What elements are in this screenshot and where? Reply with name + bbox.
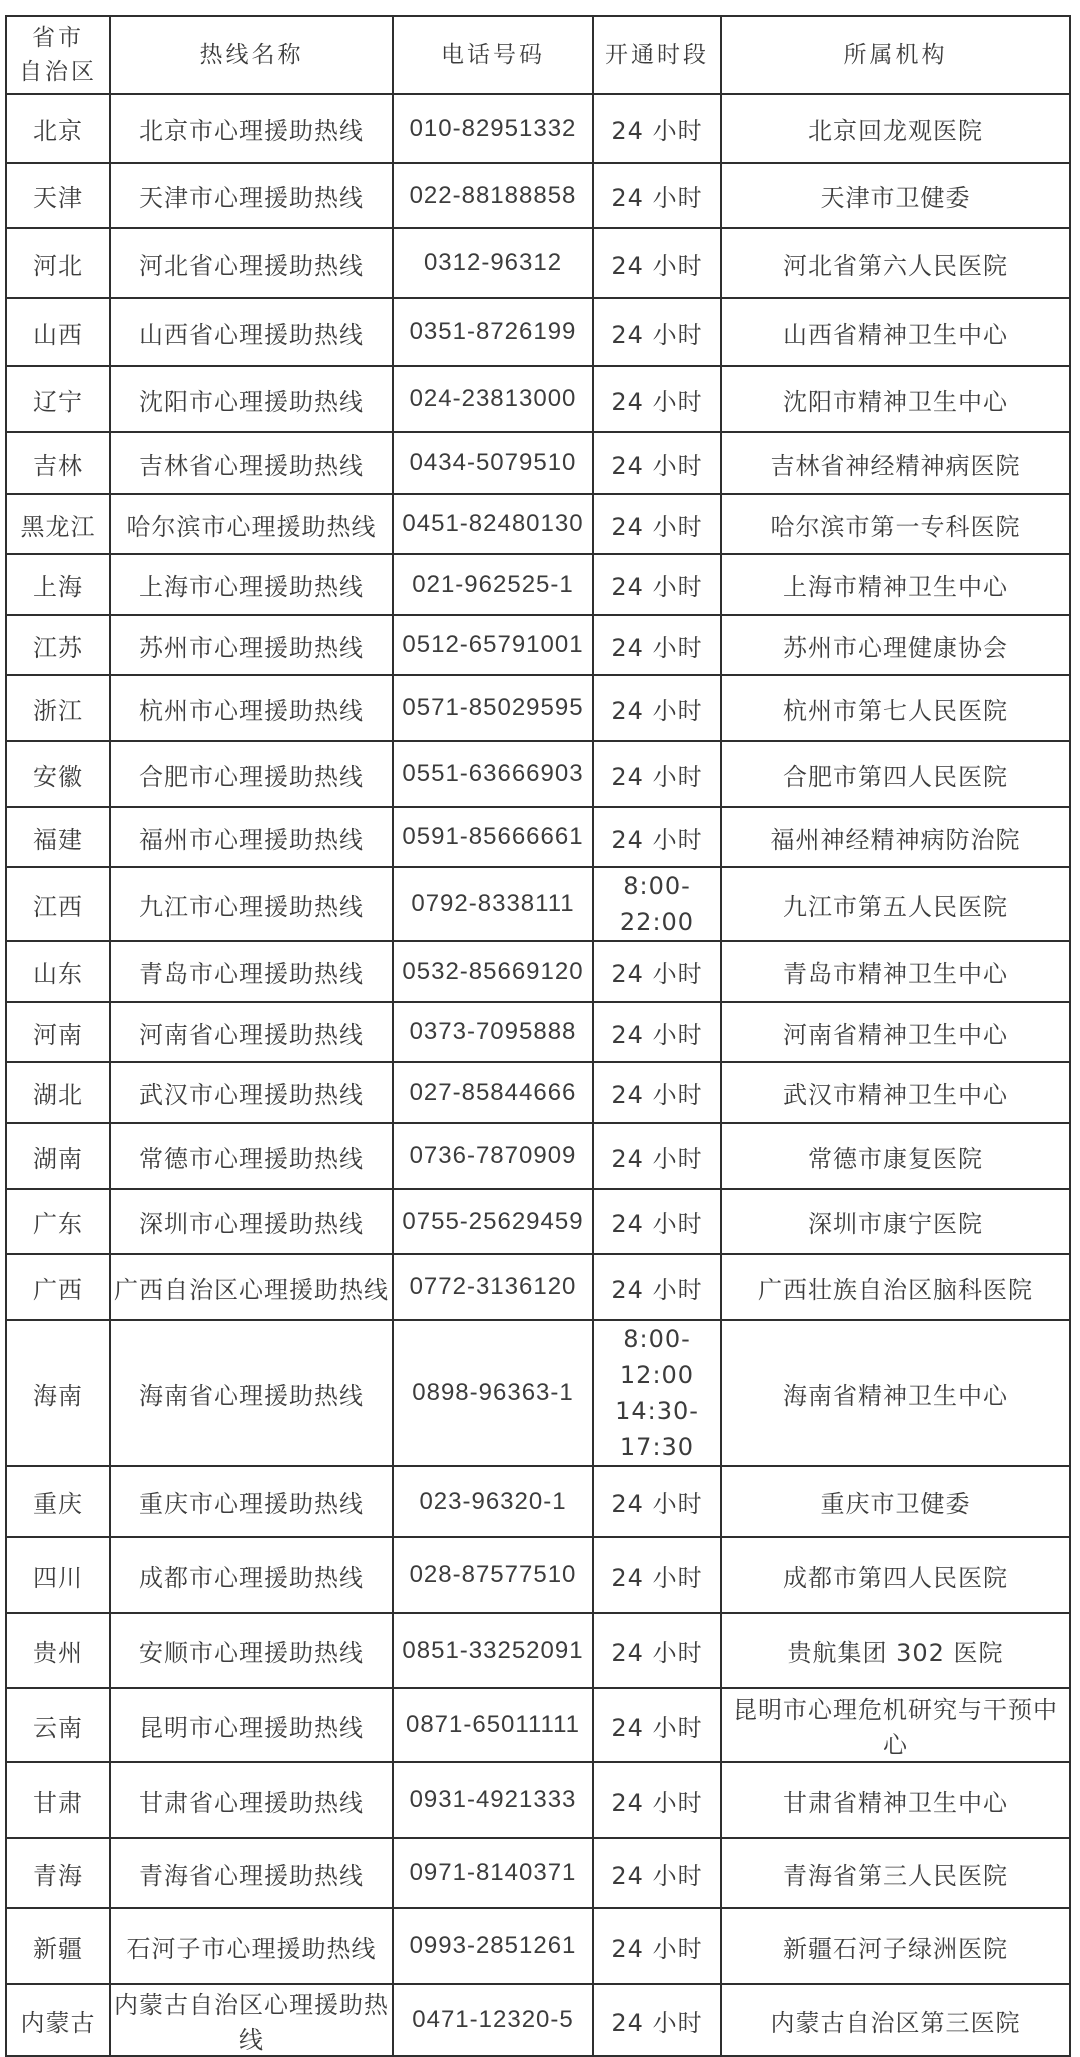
hours-cell: 24 小时 xyxy=(593,1762,721,1838)
phone-cell: 0755-25629459 xyxy=(393,1189,593,1254)
table-row xyxy=(6,432,1070,494)
hours-cell xyxy=(593,1320,721,1466)
organization-cell: 天津市卫健委 xyxy=(721,163,1070,228)
province-cell: 湖南 xyxy=(6,1123,110,1189)
header-province xyxy=(6,16,110,94)
hours-cell: 24 小时 xyxy=(593,1002,721,1062)
hotline-name-cell: 九江市心理援助热线 xyxy=(110,867,393,941)
hotline-name-cell: 天津市心理援助热线 xyxy=(110,163,393,228)
table-row xyxy=(6,1062,1070,1123)
hours-cell: 24 小时 xyxy=(593,298,721,366)
table-row xyxy=(6,1466,1070,1537)
table-row xyxy=(6,1688,1070,1762)
hotline-name-cell: 哈尔滨市心理援助热线 xyxy=(110,494,393,554)
organization-cell: 杭州市第七人民医院 xyxy=(721,675,1070,741)
table-row xyxy=(6,807,1070,867)
organization-cell: 广西壮族自治区脑科医院 xyxy=(721,1254,1070,1320)
hours-cell: 24 小时 xyxy=(593,432,721,494)
phone-cell: 010-82951332 xyxy=(393,94,593,163)
organization-cell: 九江市第五人民医院 xyxy=(721,867,1070,941)
hours-cell: 24 小时 xyxy=(593,554,721,615)
organization-cell: 内蒙古自治区第三医院 xyxy=(721,1984,1070,2056)
hotline-name-cell: 石河子市心理援助热线 xyxy=(110,1908,393,1984)
organization-cell: 深圳市康宁医院 xyxy=(721,1189,1070,1254)
table-row xyxy=(6,867,1070,941)
hours-cell: 24 小时 xyxy=(593,1537,721,1613)
province-cell: 重庆 xyxy=(6,1466,110,1537)
hours-cell: 24 小时 xyxy=(593,366,721,432)
hours-cell: 24 小时 xyxy=(593,1688,721,1762)
phone-cell: 0312-96312 xyxy=(393,228,593,298)
province-cell: 山东 xyxy=(6,941,110,1002)
province-cell: 天津 xyxy=(6,163,110,228)
province-cell: 甘肃 xyxy=(6,1762,110,1838)
organization-cell: 上海市精神卫生中心 xyxy=(721,554,1070,615)
hours-line-1: 8:00-12:00 xyxy=(619,1325,695,1389)
phone-cell: 0434-5079510 xyxy=(393,432,593,494)
organization-cell: 重庆市卫健委 xyxy=(721,1466,1070,1537)
phone-cell: 0792-8338111 xyxy=(393,867,593,941)
hours-cell: 24 小时 xyxy=(593,94,721,163)
table-row xyxy=(6,94,1070,163)
hours-cell: 24 小时 xyxy=(593,1062,721,1123)
table-row xyxy=(6,1002,1070,1062)
table-row xyxy=(6,298,1070,366)
organization-cell: 河南省精神卫生中心 xyxy=(721,1002,1070,1062)
hotline-name-cell: 青海省心理援助热线 xyxy=(110,1838,393,1908)
hotline-table xyxy=(5,15,1071,2057)
hotline-name-cell: 昆明市心理援助热线 xyxy=(110,1688,393,1762)
province-cell: 湖北 xyxy=(6,1062,110,1123)
hours-cell: 24 小时 xyxy=(593,1466,721,1537)
hotline-name-cell: 合肥市心理援助热线 xyxy=(110,741,393,807)
phone-cell: 0532-85669120 xyxy=(393,941,593,1002)
hotline-name-cell: 河南省心理援助热线 xyxy=(110,1002,393,1062)
phone-cell: 0931-4921333 xyxy=(393,1762,593,1838)
province-cell: 贵州 xyxy=(6,1613,110,1688)
table-row xyxy=(6,1254,1070,1320)
hotline-name-cell: 杭州市心理援助热线 xyxy=(110,675,393,741)
phone-cell: 022-88188858 xyxy=(393,163,593,228)
table-row xyxy=(6,228,1070,298)
province-cell: 吉林 xyxy=(6,432,110,494)
hours-cell: 8:00-22:00 xyxy=(593,867,721,941)
phone-cell: 0736-7870909 xyxy=(393,1123,593,1189)
organization-cell: 武汉市精神卫生中心 xyxy=(721,1062,1070,1123)
province-cell: 北京 xyxy=(6,94,110,163)
province-cell: 江西 xyxy=(6,867,110,941)
table-row xyxy=(6,1613,1070,1688)
organization-cell: 青海省第三人民医院 xyxy=(721,1838,1070,1908)
province-cell: 云南 xyxy=(6,1688,110,1762)
organization-cell: 山西省精神卫生中心 xyxy=(721,298,1070,366)
table-row xyxy=(6,1320,1070,1466)
hotline-name-cell: 成都市心理援助热线 xyxy=(110,1537,393,1613)
hours-cell: 24 小时 xyxy=(593,741,721,807)
organization-cell: 贵航集团 302 医院 xyxy=(721,1613,1070,1688)
phone-cell: 0571-85029595 xyxy=(393,675,593,741)
phone-cell: 024-23813000 xyxy=(393,366,593,432)
table-row xyxy=(6,366,1070,432)
organization-cell: 苏州市心理健康协会 xyxy=(721,615,1070,675)
hotline-name-cell: 甘肃省心理援助热线 xyxy=(110,1762,393,1838)
phone-cell: 0351-8726199 xyxy=(393,298,593,366)
province-cell: 黑龙江 xyxy=(6,494,110,554)
organization-cell: 哈尔滨市第一专科医院 xyxy=(721,494,1070,554)
table-row xyxy=(6,741,1070,807)
province-cell: 新疆 xyxy=(6,1908,110,1984)
header-phone: 电话号码 xyxy=(393,16,593,94)
hours-cell: 24 小时 xyxy=(593,615,721,675)
table-row xyxy=(6,941,1070,1002)
organization-cell: 常德市康复医院 xyxy=(721,1123,1070,1189)
hotline-name-cell: 广西自治区心理援助热线 xyxy=(110,1254,393,1320)
hours-cell: 24 小时 xyxy=(593,1613,721,1688)
hotline-name-cell: 山西省心理援助热线 xyxy=(110,298,393,366)
organization-cell: 新疆石河子绿洲医院 xyxy=(721,1908,1070,1984)
hours-cell: 24 小时 xyxy=(593,1254,721,1320)
phone-cell: 0772-3136120 xyxy=(393,1254,593,1320)
phone-cell: 023-96320-1 xyxy=(393,1466,593,1537)
phone-cell: 0373-7095888 xyxy=(393,1002,593,1062)
hotline-name-cell: 常德市心理援助热线 xyxy=(110,1123,393,1189)
province-cell: 江苏 xyxy=(6,615,110,675)
hotline-name-cell: 青岛市心理援助热线 xyxy=(110,941,393,1002)
hotline-name-cell: 河北省心理援助热线 xyxy=(110,228,393,298)
organization-cell: 福州神经精神病防治院 xyxy=(721,807,1070,867)
table-row xyxy=(6,163,1070,228)
phone-cell: 021-962525-1 xyxy=(393,554,593,615)
table-row xyxy=(6,1762,1070,1838)
table-row xyxy=(6,1908,1070,1984)
hours-cell: 24 小时 xyxy=(593,1123,721,1189)
table-row xyxy=(6,1123,1070,1189)
organization-cell: 沈阳市精神卫生中心 xyxy=(721,366,1070,432)
hours-cell: 24 小时 xyxy=(593,1908,721,1984)
province-cell: 青海 xyxy=(6,1838,110,1908)
hours-cell: 24 小时 xyxy=(593,1984,721,2056)
header-province-line1: 省市 xyxy=(32,25,84,51)
province-cell: 河南 xyxy=(6,1002,110,1062)
hotline-name-cell: 武汉市心理援助热线 xyxy=(110,1062,393,1123)
hours-cell: 24 小时 xyxy=(593,228,721,298)
phone-cell: 0551-63666903 xyxy=(393,741,593,807)
header-organization: 所属机构 xyxy=(721,16,1070,94)
organization-cell: 成都市第四人民医院 xyxy=(721,1537,1070,1613)
province-cell: 福建 xyxy=(6,807,110,867)
province-cell: 山西 xyxy=(6,298,110,366)
hotline-name-cell: 重庆市心理援助热线 xyxy=(110,1466,393,1537)
province-cell: 四川 xyxy=(6,1537,110,1613)
hours-cell: 24 小时 xyxy=(593,1189,721,1254)
hotline-name-cell: 深圳市心理援助热线 xyxy=(110,1189,393,1254)
hotline-name-cell: 安顺市心理援助热线 xyxy=(110,1613,393,1688)
hours-line-2: 14:30-17:30 xyxy=(615,1397,699,1461)
province-cell: 河北 xyxy=(6,228,110,298)
province-cell: 安徽 xyxy=(6,741,110,807)
province-cell: 广东 xyxy=(6,1189,110,1254)
hotline-name-cell: 苏州市心理援助热线 xyxy=(110,615,393,675)
hours-cell: 24 小时 xyxy=(593,494,721,554)
phone-cell: 0512-65791001 xyxy=(393,615,593,675)
hotline-name-cell: 北京市心理援助热线 xyxy=(110,94,393,163)
organization-cell: 青岛市精神卫生中心 xyxy=(721,941,1070,1002)
table-row xyxy=(6,1838,1070,1908)
table-row xyxy=(6,1537,1070,1613)
hours-cell: 24 小时 xyxy=(593,807,721,867)
phone-cell: 0993-2851261 xyxy=(393,1908,593,1984)
phone-cell: 0971-8140371 xyxy=(393,1838,593,1908)
organization-cell: 合肥市第四人民医院 xyxy=(721,741,1070,807)
province-cell: 内蒙古 xyxy=(6,1984,110,2056)
hours-cell: 24 小时 xyxy=(593,675,721,741)
phone-cell: 027-85844666 xyxy=(393,1062,593,1123)
phone-cell: 028-87577510 xyxy=(393,1537,593,1613)
hotline-name-cell: 吉林省心理援助热线 xyxy=(110,432,393,494)
phone-cell: 0451-82480130 xyxy=(393,494,593,554)
province-cell: 海南 xyxy=(6,1320,110,1466)
organization-cell: 昆明市心理危机研究与干预中心 xyxy=(721,1688,1070,1762)
table-row xyxy=(6,675,1070,741)
hotline-name-cell: 上海市心理援助热线 xyxy=(110,554,393,615)
organization-cell: 甘肃省精神卫生中心 xyxy=(721,1762,1070,1838)
hours-cell: 24 小时 xyxy=(593,1838,721,1908)
phone-cell: 0471-12320-5 xyxy=(393,1984,593,2056)
table-row xyxy=(6,615,1070,675)
organization-cell: 吉林省神经精神病医院 xyxy=(721,432,1070,494)
hours-cell: 24 小时 xyxy=(593,941,721,1002)
hotline-name-cell: 福州市心理援助热线 xyxy=(110,807,393,867)
hotline-name-cell: 沈阳市心理援助热线 xyxy=(110,366,393,432)
table-row xyxy=(6,494,1070,554)
phone-cell: 0591-85666661 xyxy=(393,807,593,867)
province-cell: 浙江 xyxy=(6,675,110,741)
table-body xyxy=(6,94,1070,2056)
header-hours: 开通时段 xyxy=(593,16,721,94)
organization-cell: 海南省精神卫生中心 xyxy=(721,1320,1070,1466)
header-province-line2: 自治区 xyxy=(19,59,97,85)
organization-cell: 北京回龙观医院 xyxy=(721,94,1070,163)
province-cell: 辽宁 xyxy=(6,366,110,432)
table-header-row xyxy=(6,16,1070,94)
phone-cell: 0898-96363-1 xyxy=(393,1320,593,1466)
hotline-name-cell: 内蒙古自治区心理援助热线 xyxy=(110,1984,393,2056)
province-cell: 广西 xyxy=(6,1254,110,1320)
header-hotline-name: 热线名称 xyxy=(110,16,393,94)
phone-cell: 0871-65011111 xyxy=(393,1688,593,1762)
organization-cell: 河北省第六人民医院 xyxy=(721,228,1070,298)
table-row xyxy=(6,1984,1070,2056)
table-row xyxy=(6,1189,1070,1254)
province-cell: 上海 xyxy=(6,554,110,615)
hours-cell: 24 小时 xyxy=(593,163,721,228)
table-row xyxy=(6,554,1070,615)
phone-cell: 0851-33252091 xyxy=(393,1613,593,1688)
hotline-name-cell: 海南省心理援助热线 xyxy=(110,1320,393,1466)
